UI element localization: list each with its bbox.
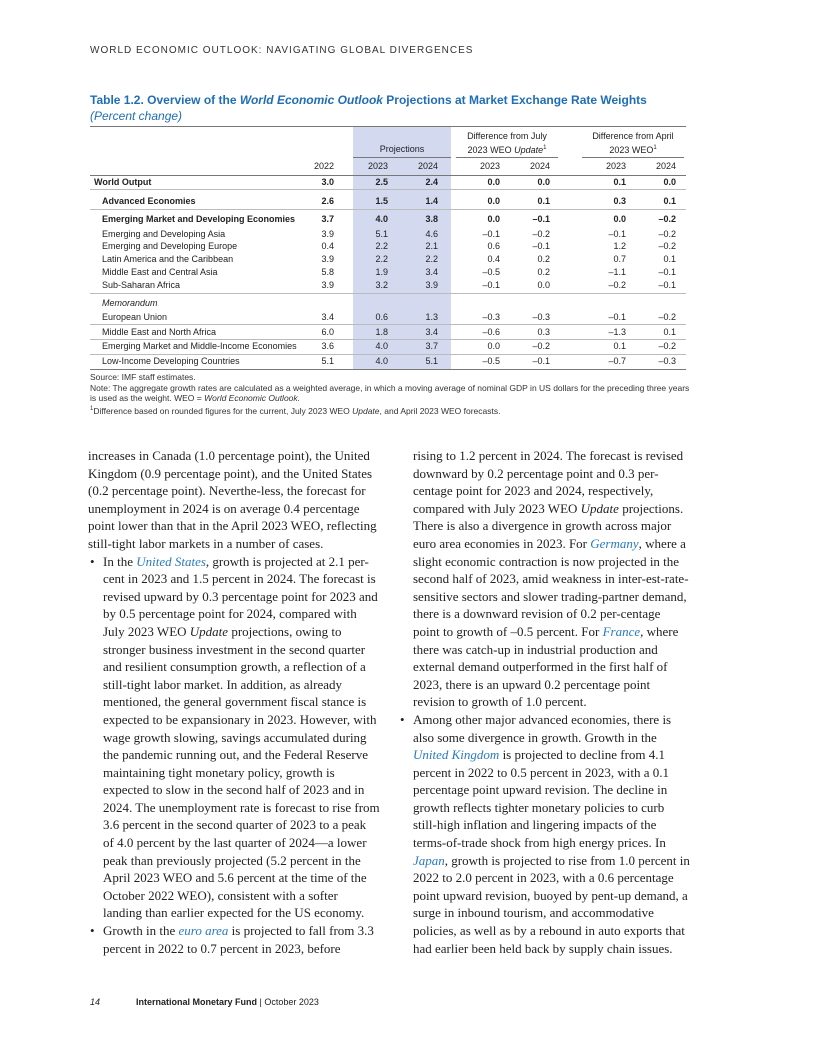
row-rule (90, 293, 686, 294)
bullet-other-advanced: • Among other major advanced economies, there is also some divergence in growth. Growth in the United Kingdom is projected to decline from 4.1 percent in 2022 to 0.5 percent in 2023, with a 0.1 percentage point upward revision. The decline in growth reflects tighter monetary policies to curb still-high inflation and lingering impacts of the terms-of-trade shock from high energy prices. In Japan, growth is projected to rise from 1.0 percent in 2022 to 2.0 percent in 2023, with a 0.6 percentage point upward revision, buoyed by pent-up demand, a surge in inbound tourism, and accommodative policies, as well as by a rebound in auto exports that had earlier been held back by supply chain issues. (398, 711, 690, 957)
col-header-proj-2023: 2023 (367, 161, 388, 171)
cell: 0.1 (663, 196, 676, 206)
cell: 4.0 (375, 356, 388, 366)
table-row (90, 326, 686, 338)
cell: 0.0 (537, 280, 550, 290)
cell: 0.0 (487, 214, 500, 224)
cell: –0.1 (532, 241, 550, 251)
cell: –0.5 (482, 267, 500, 277)
cell: 3.0 (321, 177, 334, 187)
cell: –0.1 (608, 312, 626, 322)
table-row (90, 228, 686, 240)
table-row (90, 340, 686, 352)
table-notes (90, 372, 690, 416)
paragraph: rising to 1.2 percent in 2024. The forecast is revised downward by 0.2 percentage point and 0.3 per-centage point for 2023 and 2024, respectively, compared with July 2023 WEO Update projections. There is also a divergence in growth across major euro area economies in 2023. For Germany, where a slight economic contraction is now projected in the second half of 2023, amid weakness in inter-est-rate-sensitive sectors and slower trading-partner demand, there is a downward revision of 0.2 per-centage point to growth of –0.5 percent. For France, where there was catch-up in industrial production and external demand outperformed in the first half of 2023, there is an upward 0.2 percentage point revision to growth of 1.0 percent. (413, 448, 689, 710)
row-label: Memorandum (102, 298, 158, 308)
source-note: Source: IMF staff estimates. (90, 372, 196, 382)
link-germany[interactable]: Germany (590, 535, 639, 551)
bullet-united-states: • In the United States, growth is projected at 2.1 per-cent in 2023 and 1.5 percent in 2024. The forecast is revised upward by 0.3 percentage point for 2023 and by 0.5 percentage point for 2024, compared with July 2023 WEO Update projections, owing to stronger business investment in the second quarter and resilient consumption growth, a reflection of a still-tight labor market. In addition, as already mentioned, the general government fiscal stance is expected to be expansionary in 2023. However, with wage growth slowing, savings accumulated during the pandemic running out, and the Federal Reserve maintaining tight monetary policy, growth is expected to slow in the second half of 2023 and in 2024. The unemployment rate is forecast to rise from 3.6 percent in the second quarter of 2023 to a peak of 4.0 percent by the last quarter of 2024—a lower peak than previously projected (5.2 percent in the April 2023 WEO and 5.6 percent at the time of the October 2022 WEO), consistent with a softer landing than earlier expected for the US economy. (88, 553, 380, 922)
cell: 3.4 (321, 312, 334, 322)
group-header-projections: Projections (379, 144, 425, 154)
cell: 3.7 (425, 341, 438, 351)
row-label: Advanced Economies (102, 196, 196, 206)
cell: 2.4 (425, 177, 438, 187)
cell: –0.2 (532, 229, 550, 239)
cell: –0.2 (608, 280, 626, 290)
table-row (90, 240, 686, 252)
cell: 0.6 (375, 312, 388, 322)
cell: 0.3 (613, 196, 626, 206)
cell: –0.2 (658, 241, 676, 251)
table-row (90, 279, 686, 291)
row-label: Middle East and North Africa (102, 327, 217, 337)
cell: –0.1 (482, 280, 500, 290)
cell: 0.0 (613, 214, 626, 224)
cell: 0.0 (663, 177, 676, 187)
table-row (90, 176, 686, 188)
col-header-april-2024: 2024 (655, 161, 676, 171)
row-rule (90, 324, 686, 325)
cell: 2.2 (375, 241, 388, 251)
cell: 6.0 (321, 327, 334, 337)
cell: –0.1 (482, 229, 500, 239)
cell: 0.1 (663, 254, 676, 264)
cell: –0.1 (532, 356, 550, 366)
cell: –0.6 (482, 327, 500, 337)
cell: –0.2 (658, 341, 676, 351)
cell: 0.0 (537, 177, 550, 187)
table-top-rule (90, 126, 686, 127)
cell: 0.1 (537, 196, 550, 206)
cell: –0.1 (608, 229, 626, 239)
cell: 3.9 (321, 254, 334, 264)
link-france[interactable]: France (602, 623, 641, 639)
row-label: Emerging Market and Developing Economies (102, 214, 296, 224)
cell: –0.1 (532, 214, 550, 224)
col-header-july-2024: 2024 (529, 161, 550, 171)
cell: 3.4 (425, 327, 438, 337)
cell: 5.1 (375, 229, 388, 239)
table-row (90, 253, 686, 265)
col-header-2022: 2022 (313, 161, 334, 171)
cell: 0.0 (487, 341, 500, 351)
col-header-april-2023: 2023 (605, 161, 626, 171)
cell: 0.4 (321, 241, 334, 251)
link-united-states[interactable]: United States (136, 553, 206, 569)
paragraph: increases in Canada (1.0 percentage point), the United Kingdom (0.9 percentage point), and the United States (0.2 percentage point). Neverthe-less, the forecast for unemployment in 2024 is on average 0.4 percentage point lower than that in the April 2023 WEO, reflecting still-tight labor markets in a number of cases. (88, 448, 377, 551)
cell: 2.1 (425, 241, 438, 251)
cell: –0.3 (482, 312, 500, 322)
cell: 5.1 (321, 356, 334, 366)
row-label: Sub-Saharan Africa (102, 280, 181, 290)
cell: 5.8 (321, 267, 334, 277)
cell: 3.9 (425, 280, 438, 290)
table-title: Table 1.2. Overview of the World Economic Outlook Projections at Market Exchange Rate Weights (90, 93, 647, 107)
cell: 1.8 (375, 327, 388, 337)
cell: 0.4 (487, 254, 500, 264)
cell: 3.7 (321, 214, 334, 224)
cell: 0.0 (487, 196, 500, 206)
table-row (90, 311, 686, 323)
cell: –0.2 (532, 341, 550, 351)
cell: 2.2 (375, 254, 388, 264)
cell: 4.0 (375, 214, 388, 224)
cell: –0.1 (658, 280, 676, 290)
cell: 3.9 (321, 280, 334, 290)
cell: 0.2 (537, 254, 550, 264)
cell: 3.6 (321, 341, 334, 351)
group-rule-projections (353, 157, 451, 158)
cell: –0.2 (658, 312, 676, 322)
row-label: Emerging Market and Middle-Income Economies (102, 341, 297, 351)
cell: –0.7 (608, 356, 626, 366)
cell: 0.6 (487, 241, 500, 251)
row-label: Low-Income Developing Countries (102, 356, 240, 366)
cell: 4.6 (425, 229, 438, 239)
table-row (90, 195, 686, 207)
col-header-proj-2024: 2024 (417, 161, 438, 171)
cell: –0.2 (658, 214, 676, 224)
cell: 1.9 (375, 267, 388, 277)
body-left-column (88, 447, 380, 957)
cell: –0.3 (658, 356, 676, 366)
body-right-column (398, 447, 690, 957)
aggregate-note: Note: The aggregate growth rates are calculated as a weighted average, in which a moving average of nominal GDP in US dollars for the preceding three years is used as the weight. WEO = World Economic Outlook. (90, 382, 690, 403)
cell: 1.4 (425, 196, 438, 206)
cell: 0.1 (613, 177, 626, 187)
row-rule (90, 189, 686, 190)
cell: 3.9 (321, 229, 334, 239)
cell: –0.2 (658, 229, 676, 239)
footnote-1: $^1$Difference based on rounded figures for the current, July 2023 WEO Update, and April 2023 WEO forecasts. (90, 405, 501, 416)
cell: 2.2 (425, 254, 438, 264)
cell: 3.4 (425, 267, 438, 277)
table-subtitle: (Percent change) (90, 109, 183, 123)
row-label: Emerging and Developing Europe (102, 241, 238, 251)
cell: 0.7 (613, 254, 626, 264)
cell: 1.5 (375, 196, 388, 206)
table-bottom-rule (90, 369, 686, 370)
group-header-diff-april: Difference from April 2023 WEO$^1$ (592, 131, 674, 155)
row-label: Latin America and the Caribbean (102, 254, 234, 264)
cell: –0.1 (658, 267, 676, 277)
cell: –0.3 (532, 312, 550, 322)
cell: 0.1 (663, 327, 676, 337)
footer-publisher: International Monetary Fund | October 2023 (136, 997, 319, 1007)
cell: –0.5 (482, 356, 500, 366)
row-label: European Union (102, 312, 168, 322)
link-united-kingdom[interactable]: United Kingdom (413, 747, 500, 763)
cell: 0.1 (613, 341, 626, 351)
link-euro-area[interactable]: euro area (178, 923, 229, 939)
group-header-diff-july: Difference from July 2023 WEO Update$^1$ (467, 131, 547, 155)
cell: 0.0 (487, 177, 500, 187)
cell: 3.2 (375, 280, 388, 290)
row-rule (90, 209, 686, 210)
page-number: 14 (90, 997, 101, 1007)
col-header-july-2023: 2023 (479, 161, 500, 171)
group-rule-diff-july (456, 157, 558, 158)
running-header: WORLD ECONOMIC OUTLOOK: NAVIGATING GLOBAL DIVERGENCES (90, 45, 474, 56)
bullet-euro-area: • Growth in the euro area is projected to fall from 3.3 percent in 2022 to 0.7 percent in 2023, before (88, 922, 380, 957)
row-label: World Output (94, 177, 152, 187)
table-row (90, 266, 686, 278)
row-label: Emerging and Developing Asia (102, 229, 226, 239)
group-rule-diff-april (582, 157, 684, 158)
cell: 3.8 (425, 214, 438, 224)
table-row (90, 355, 686, 367)
cell: –1.1 (608, 267, 626, 277)
cell: 1.3 (425, 312, 438, 322)
cell: 4.0 (375, 341, 388, 351)
table-row (90, 213, 686, 225)
cell: 0.3 (537, 327, 550, 337)
cell: 1.2 (613, 241, 626, 251)
cell: 2.6 (321, 196, 334, 206)
cell: 2.5 (375, 177, 388, 187)
row-label: Middle East and Central Asia (102, 267, 218, 277)
table-row (90, 297, 686, 309)
cell: 0.2 (537, 267, 550, 277)
cell: 5.1 (425, 356, 438, 366)
link-japan[interactable]: Japan (413, 852, 445, 868)
cell: –1.3 (608, 327, 626, 337)
